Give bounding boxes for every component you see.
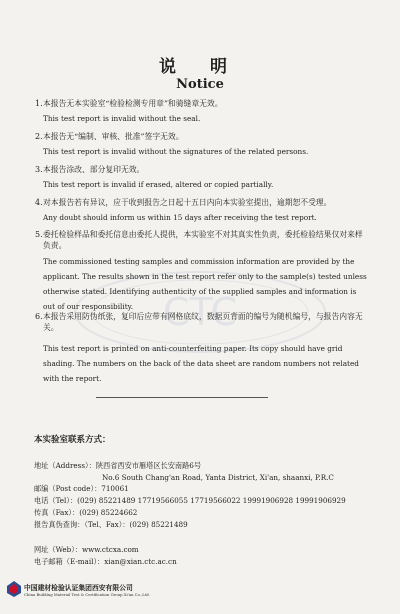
organization-name-cn: 中国建材检验认证集团西安有限公司: [24, 584, 133, 592]
report-verify-row: [34, 520, 188, 530]
postcode-row: [34, 484, 129, 494]
web-row: [34, 545, 139, 555]
postcode-label: 邮编（Post code）：: [34, 484, 102, 493]
notice-number: 1.: [35, 99, 43, 108]
tel-value: (029) 85221489 17719566055 17719566022 19991906928 19991906929: [77, 496, 346, 505]
notice-text-cn: 委托检验样品和委托信息由委托人提供，本实验室不对其真实性负责，委托检验结果仅对来样负责。: [43, 230, 363, 250]
email-link[interactable]: xian@xian.ctc.ac.cn: [104, 557, 177, 566]
address-label: 地址（Address）：: [34, 461, 96, 470]
contact-heading: 本实验室联系方式：: [34, 435, 111, 445]
page-title-en: Notice: [176, 77, 224, 92]
notice-text-en: The commissioned testing samples and commission information are provided by the applicant. The results shown in the test report refer only to the sample(s) tested unless otherwise stated. Identifying authenticity of the supplied samples and information is out of our responsibility.: [43, 257, 367, 311]
report-verify-value: (029) 85221489: [129, 520, 188, 529]
notice-text-en: This test report is printed on anti-counterfeiting paper. Its copy should have grid shading. The numbers on the back of the data sheet are random numbers not related with the report.: [43, 344, 359, 383]
notice-text-en: This test report is invalid if erased, altered or copied partially.: [43, 180, 274, 189]
notice-number: 3.: [35, 165, 43, 174]
address-en: No.6 South Chang'an Road, Yanta District, Xi'an, shaanxi, P.R.C: [102, 473, 334, 482]
notice-number: 5.: [35, 230, 43, 239]
web-link[interactable]: www.ctcxa.com: [82, 545, 139, 554]
notice-text-cn: 本报告无本实验室“检验检测专用章”和骑缝章无效。: [43, 99, 223, 108]
organization-name-en: China Building Material Test & Certification Group Xi'an Co.,Ltd.: [24, 592, 150, 597]
notice-text-cn: 本报告采用防伪纸张，复印后应带有网格底纹，数据页背面的编号为随机编号，与报告内容无关。: [43, 312, 363, 332]
seal-watermark-text: CTC: [162, 290, 238, 334]
notice-text-en: This test report is invalid without the signatures of the related persons.: [43, 147, 309, 156]
tel-label: 电话（Tel）：: [34, 496, 78, 505]
address-row: [34, 461, 201, 471]
email-row: [34, 557, 177, 567]
notice-text-cn: 对本报告若有异议，应于收到报告之日起十五日内向本实验室提出，逾期恕不受理。: [43, 198, 332, 207]
fax-label: 传真（Fax）：: [34, 508, 80, 517]
fax-value: (029) 85224662: [79, 508, 138, 517]
notice-number: 2.: [35, 132, 43, 141]
postcode-value: 710061: [101, 484, 129, 493]
report-verify-label: 报告真伪查询：（Tel、Fax）：: [34, 520, 130, 529]
notice-text-cn: 本报告无“编制、审核、批准”签字无效。: [43, 132, 184, 141]
section-divider: [96, 397, 268, 398]
notice-text-en: Any doubt should inform us within 15 days after receiving the test report.: [43, 213, 317, 222]
web-label: 网址（Web）：: [34, 545, 82, 554]
notice-number: 6.: [35, 312, 43, 321]
page-title-cn: 说 明: [159, 57, 241, 77]
address-cn: 陕西省西安市雁塔区长安南路6号: [95, 461, 202, 470]
company-logo-icon: [6, 580, 22, 598]
notice-text-en: This test report is invalid without the seal.: [43, 114, 201, 123]
notice-number: 4.: [35, 198, 43, 207]
tel-row: [34, 496, 346, 506]
email-label: 电子邮箱（E-mail）：: [34, 557, 105, 566]
notice-text-cn: 本报告涂改、部分复印无效。: [43, 165, 145, 174]
fax-row: [34, 508, 137, 518]
